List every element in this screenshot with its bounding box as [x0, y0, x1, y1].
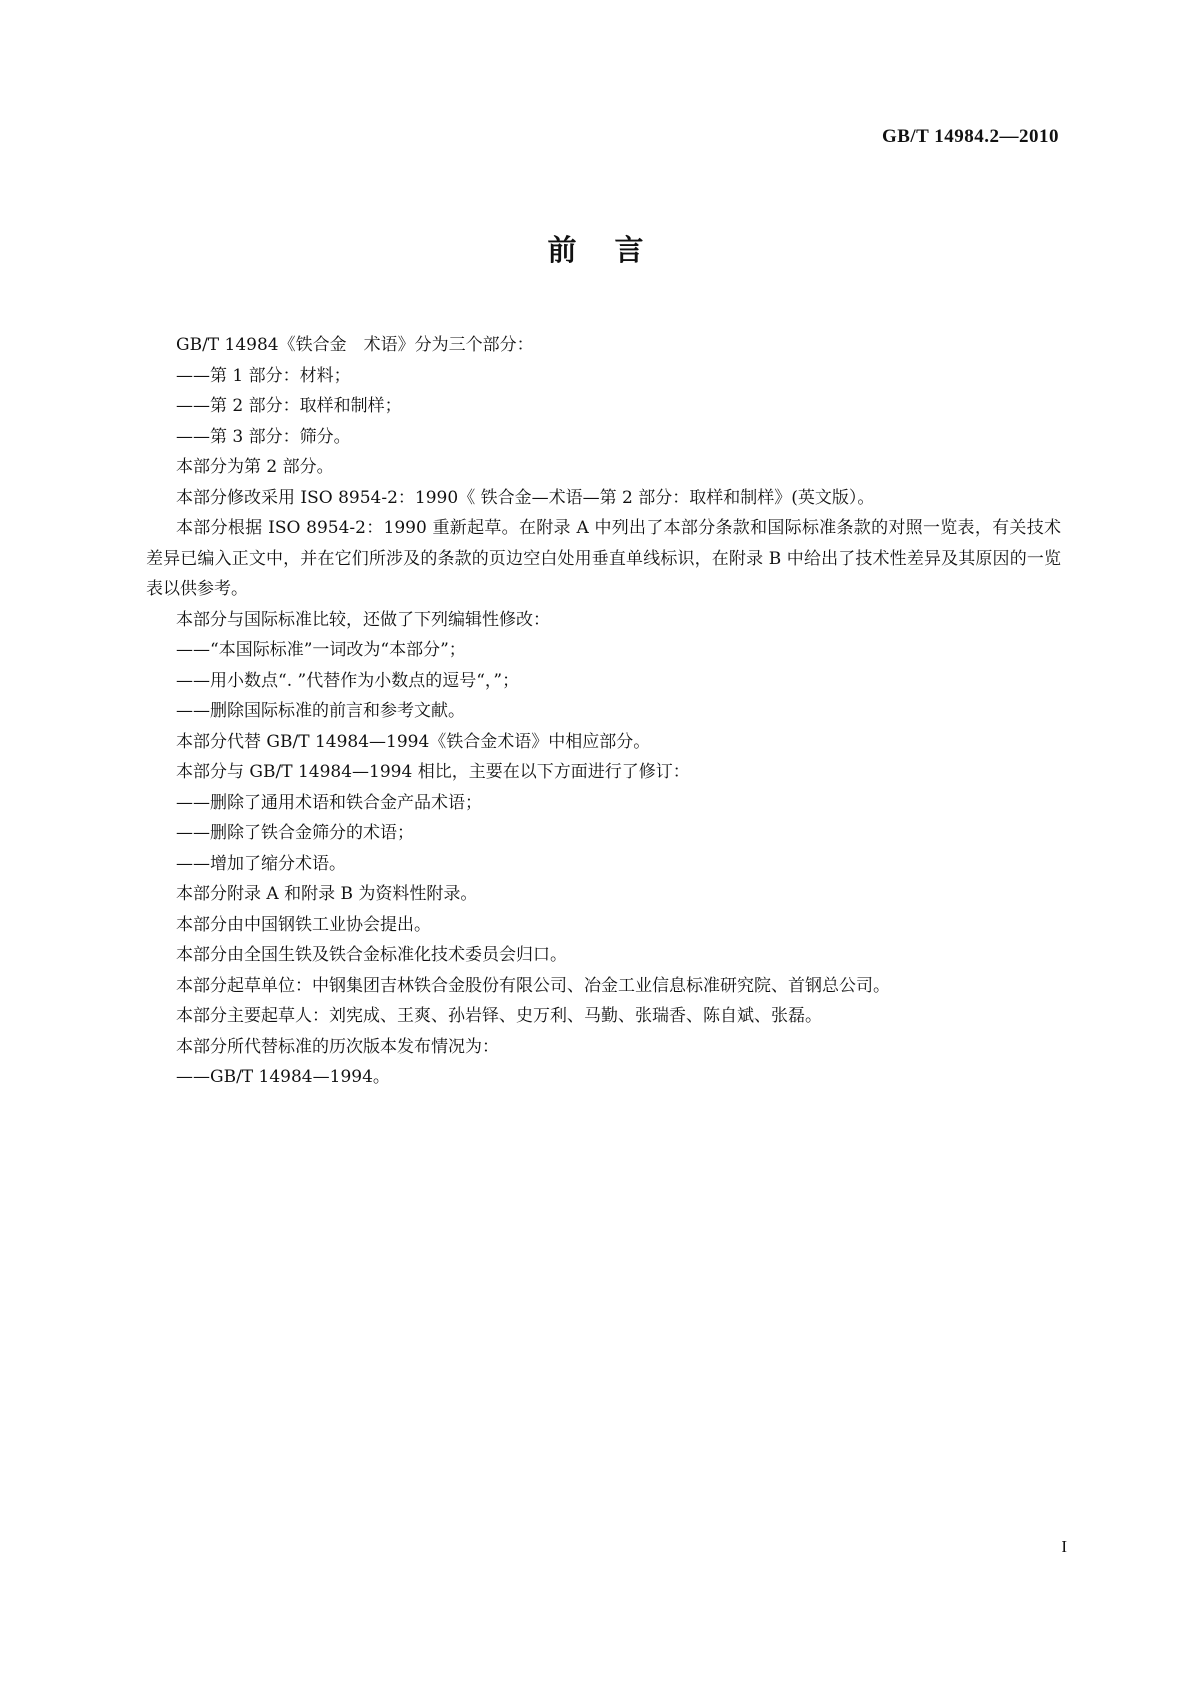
standard-number: GB/T 14984.2—2010 [881, 126, 1059, 147]
paragraph-series-intro: GB/T 14984《铁合金 术语》分为三个部分： [176, 335, 534, 355]
list-item-editorial-1: ——“本国际标准”一词改为“本部分”； [176, 640, 466, 660]
list-item-revision-1: ——删除了通用术语和铁合金产品术语； [176, 792, 482, 813]
page-title: 前言 [547, 233, 682, 267]
list-item-editorial-2: ——用小数点“. ”代替作为小数点的逗号“，”； [176, 670, 520, 691]
paragraph-redrafting: 本部分根据 ISO 8954-2：1990 重新起草。在附录 A 中列出了本部分条款和国际标准条款的对照一览表，有关技术差异已编入正文中，并在它们所涉及的条款的页边空白处用垂直单线标识，在附录 B 中给出了技术性差异及其原因的一览表以供参考。 [146, 518, 1061, 599]
paragraph-proposed-by: 本部分由中国钢铁工业协会提出。 [176, 914, 431, 935]
paragraph-revisions: 本部分与 GB/T 14984—1994 相比，主要在以下方面进行了修订： [176, 762, 690, 782]
paragraph-centralized-by: 本部分由全国生铁及铁合金标准化技术委员会归口。 [176, 945, 567, 965]
paragraph-drafting-units: 本部分起草单位：中钢集团吉林铁合金股份有限公司、冶金工业信息标准研究院、首钢总公司。 [176, 975, 890, 996]
list-item-previous-edition: ——GB/T 14984—1994。 [176, 1067, 390, 1087]
paragraph-adoption: 本部分修改采用 ISO 8954-2：1990《 铁合金—术语—第 2 部分：取样和制样》(英文版）。 [176, 487, 875, 508]
page-number: I [1061, 1537, 1067, 1556]
foreword-body [146, 330, 1061, 1093]
list-item-editorial-3: ——删除国际标准的前言和参考文献。 [176, 701, 465, 721]
paragraph-this-part: 本部分为第 2 部分。 [176, 457, 334, 477]
paragraph-previous-editions: 本部分所代替标准的历次版本发布情况为： [176, 1036, 499, 1057]
paragraph-replaces: 本部分代替 GB/T 14984—1994《铁合金术语》中相应部分。 [176, 731, 651, 752]
list-item-part-1: ——第 1 部分：材料； [176, 365, 351, 386]
paragraph-annexes: 本部分附录 A 和附录 B 为资料性附录。 [176, 884, 478, 904]
list-item-part-2: ——第 2 部分：取样和制样； [176, 396, 402, 416]
list-item-part-3: ——第 3 部分：筛分。 [176, 426, 351, 447]
list-item-revision-3: ——增加了缩分术语。 [176, 853, 346, 874]
list-item-revision-2: ——删除了铁合金筛分的术语； [176, 823, 414, 843]
paragraph-editorial-changes: 本部分与国际标准比较，还做了下列编辑性修改： [176, 609, 550, 630]
paragraph-drafters: 本部分主要起草人：刘宪成、王爽、孙岩铎、史万利、马勤、张瑞香、陈自斌、张磊。 [176, 1006, 822, 1026]
